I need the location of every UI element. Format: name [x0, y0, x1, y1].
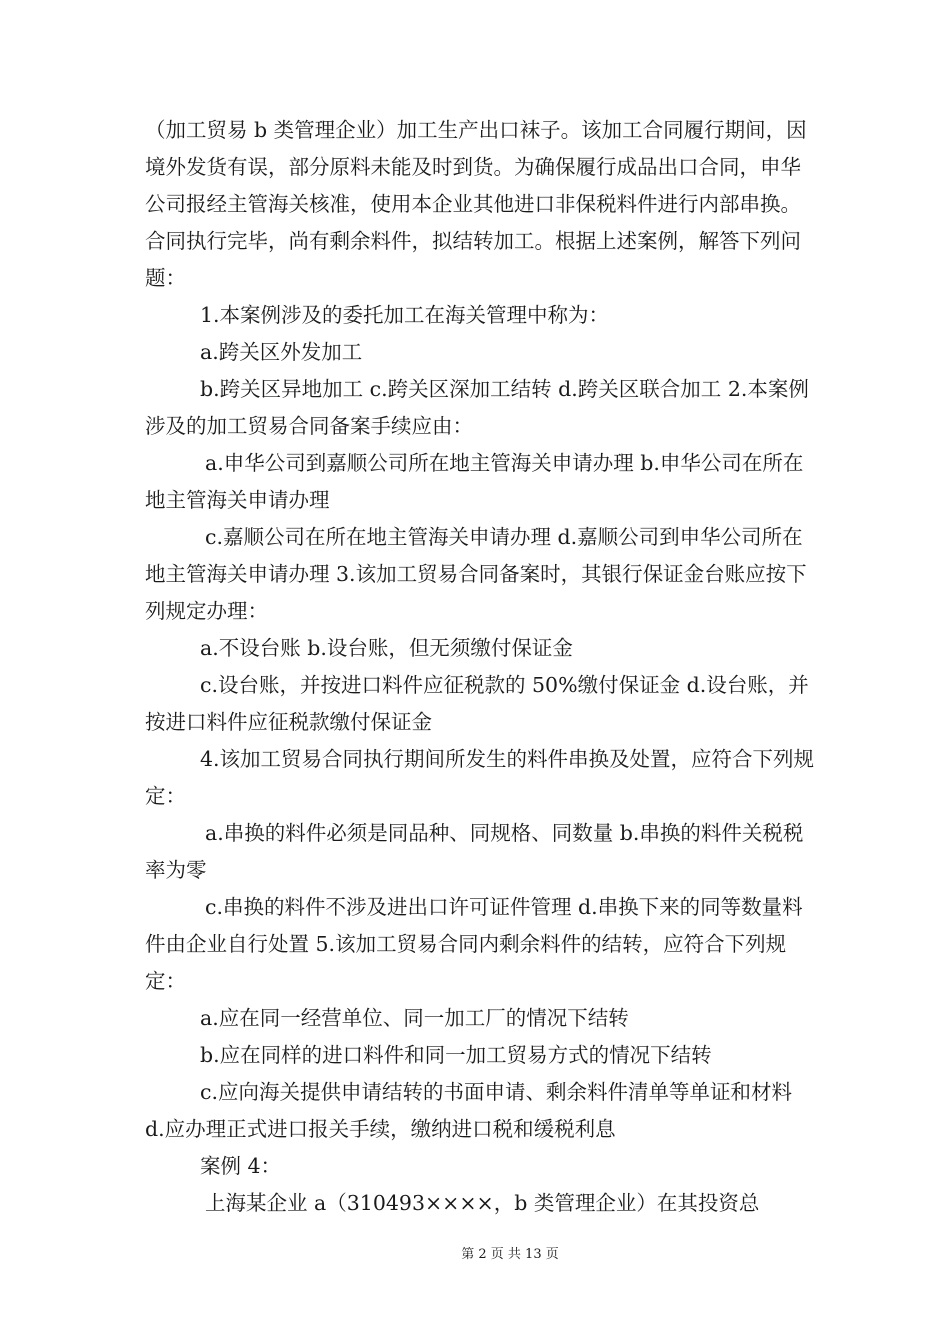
paragraph-options-2ab: a.申华公司到嘉顺公司所在地主管海关申请办理 b.申华公司在所在地主管海关申请办理	[145, 451, 804, 512]
paragraph-option-5a: a.应在同一经营单位、同一加工厂的情况下结转	[200, 1006, 629, 1030]
paragraph-question-4: 4.该加工贸易合同执行期间所发生的料件串换及处置，应符合下列规定：	[145, 747, 815, 808]
paragraph-option-5b: b.应在同样的进口料件和同一加工贸易方式的情况下结转	[200, 1043, 712, 1067]
paragraph-case-4-intro: 上海某企业 a（310493××××，b 类管理企业）在其投资总	[205, 1191, 760, 1215]
paragraph-options-4ab: a.串换的料件必须是同品种、同规格、同数量 b.串换的料件关税税率为零	[145, 821, 804, 882]
paragraph-case-4-heading: 案例 4：	[200, 1154, 282, 1178]
paragraph-options-3ab: a.不设台账 b.设台账，但无须缴付保证金	[200, 636, 573, 660]
paragraph-options-1bcd-question-2: b.跨关区异地加工 c.跨关区深加工结转 d.跨关区联合加工 2.本案例涉及的加工贸易合同备案手续应由：	[145, 377, 809, 438]
paragraph-question-1: 1.本案例涉及的委托加工在海关管理中称为：	[200, 303, 610, 327]
paragraph-options-3cd: c.设台账，并按进口料件应征税款的 50%缴付保证金 d.设台账，并按进口料件应征税款缴付保证金	[145, 673, 809, 734]
paragraph-option-1a: a.跨关区外发加工	[200, 340, 363, 364]
document-body	[145, 112, 815, 1222]
paragraph-case-intro: （加工贸易 b 类管理企业）加工生产出口袜子。该加工合同履行期间，因境外发货有误，部分原料未能及时到货。为确保履行成品出口合同，申华公司报经主管海关核准，使用本企业其他进口非保税料件进行内部串换。合同执行完毕，尚有剩余料件，拟结转加工。根据上述案例，解答下列问题：	[145, 118, 807, 290]
paragraph-options-2cd-question-3: c.嘉顺公司在所在地主管海关申请办理 d.嘉顺公司到申华公司所在地主管海关申请办理 3.该加工贸易合同备案时，其银行保证金台账应按下列规定办理：	[145, 525, 807, 623]
page-number-footer: 第 2 页 共 13 页	[461, 1247, 559, 1262]
paragraph-options-4cd-question-5: c.串换的料件不涉及进出口许可证件管理 d.串换下来的同等数量料件由企业自行处置 5.该加工贸易合同内剩余料件的结转，应符合下列规定：	[145, 895, 803, 993]
paragraph-options-5cd: c.应向海关提供申请结转的书面申请、剩余料件清单等单证和材料 d.应办理正式进口报关手续，缴纳进口税和缓税利息	[145, 1080, 792, 1141]
